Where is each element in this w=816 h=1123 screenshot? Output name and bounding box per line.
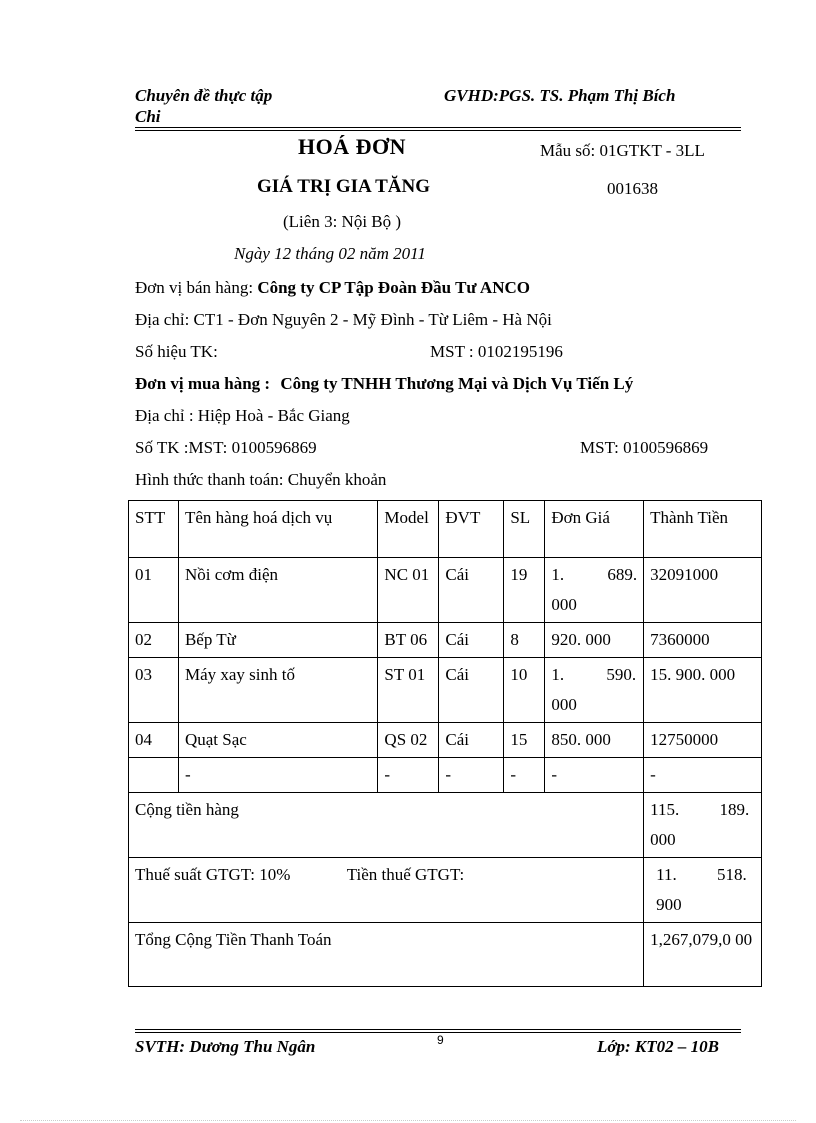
vat-row xyxy=(129,858,762,923)
page-edge-separator xyxy=(20,1120,796,1121)
vat-value: 11. 518. 900 xyxy=(644,858,762,923)
header-cell: STT xyxy=(129,501,179,558)
buyer-account: Số TK :MST: 0100596869 xyxy=(135,438,317,457)
cell-amount: 12750000 xyxy=(644,723,762,758)
seller-line xyxy=(135,278,530,298)
cell-stt: 01 xyxy=(129,558,179,623)
cell-stt: 04 xyxy=(129,723,179,758)
cell-qty: 10 xyxy=(504,658,545,723)
header-advisor: GVHD:PGS. TS. Phạm Thị Bích xyxy=(444,86,676,105)
header-cell: SL xyxy=(504,501,545,558)
cell-model: BT 06 xyxy=(378,623,439,658)
table-row xyxy=(129,658,762,723)
cell-stt: 03 xyxy=(129,658,179,723)
header-topic-continued: Chi xyxy=(135,107,161,126)
table-row xyxy=(129,558,762,623)
cell-unit: Cái xyxy=(439,723,504,758)
subtotal-row xyxy=(129,793,762,858)
seller-label: Đơn vị bán hàng: xyxy=(135,278,254,297)
cell-unit: - xyxy=(439,758,504,793)
footer-student: SVTH: Dương Thu Ngân xyxy=(135,1037,316,1056)
page-number: 9 xyxy=(437,1033,444,1047)
total-label: Tổng Cộng Tiền Thanh Toán xyxy=(129,923,644,987)
table-header-row xyxy=(129,501,762,558)
cell-item: Quạt Sạc xyxy=(178,723,377,758)
buyer-tax-code: MST: 0100596869 xyxy=(580,438,709,457)
cell-qty: - xyxy=(504,758,545,793)
vat-rate-label: Thuế suất GTGT: 10% xyxy=(135,865,291,884)
invoice-serial: 001638 xyxy=(607,179,658,198)
cell-stt: 02 xyxy=(129,623,179,658)
total-row xyxy=(129,923,762,987)
footer-rule-top xyxy=(135,1029,741,1030)
cell-model: QS 02 xyxy=(378,723,439,758)
total-value: 1,267,079,0 00 xyxy=(644,923,762,987)
form-number: Mẫu số: 01GTKT - 3LL xyxy=(540,141,705,160)
cell-amount: 7360000 xyxy=(644,623,762,658)
cell-price: - xyxy=(545,758,644,793)
seller-name: Công ty CP Tập Đoàn Đầu Tư ANCO xyxy=(257,278,530,297)
buyer-line xyxy=(135,374,633,394)
cell-stt xyxy=(129,758,179,793)
cell-price: 850. 000 xyxy=(545,723,644,758)
cell-unit: Cái xyxy=(439,558,504,623)
subtotal-label: Cộng tiền hàng xyxy=(129,793,644,858)
invoice-date: Ngày 12 tháng 02 năm 2011 xyxy=(234,244,426,263)
header-cell: Thành Tiền xyxy=(644,501,762,558)
vat-amount-label: Tiền thuế GTGT: xyxy=(346,865,465,884)
cell-qty: 19 xyxy=(504,558,545,623)
cell-item: - xyxy=(178,758,377,793)
invoice-subtitle: GIÁ TRỊ GIA TĂNG xyxy=(257,176,430,197)
cell-item: Nồi cơm điện xyxy=(178,558,377,623)
header-cell: Tên hàng hoá dịch vụ xyxy=(178,501,377,558)
invoice-table xyxy=(128,500,762,987)
header-rule-bottom xyxy=(135,130,741,131)
header-rule-top xyxy=(135,127,741,128)
buyer-name: Công ty TNHH Thương Mại và Dịch Vụ Tiến Lý xyxy=(280,374,634,393)
payment-method: Hình thức thanh toán: Chuyển khoản xyxy=(135,470,387,489)
cell-item: Máy xay sinh tố xyxy=(178,658,377,723)
cell-model: - xyxy=(378,758,439,793)
table-row xyxy=(129,758,762,793)
footer-class: Lớp: KT02 – 10B xyxy=(597,1037,719,1056)
cell-model: ST 01 xyxy=(378,658,439,723)
header-topic: Chuyên đề thực tập xyxy=(135,86,273,105)
seller-tax-code: MST : 0102195196 xyxy=(430,342,563,361)
cell-item: Bếp Từ xyxy=(178,623,377,658)
header-cell: Model xyxy=(378,501,439,558)
invoice-copy: (Liên 3: Nội Bộ ) xyxy=(283,212,402,231)
cell-amount: 32091000 xyxy=(644,558,762,623)
header-cell: ĐVT xyxy=(439,501,504,558)
subtotal-value: 115. 189. 000 xyxy=(644,793,762,858)
header-cell: Đơn Giá xyxy=(545,501,644,558)
vat-cell xyxy=(129,858,644,923)
cell-unit: Cái xyxy=(439,658,504,723)
table-row xyxy=(129,723,762,758)
invoice-title: HOÁ ĐƠN xyxy=(298,134,406,159)
cell-qty: 15 xyxy=(504,723,545,758)
cell-amount: - xyxy=(644,758,762,793)
buyer-label: Đơn vị mua hàng : xyxy=(135,374,271,393)
buyer-address: Địa chỉ : Hiệp Hoà - Bắc Giang xyxy=(135,406,350,425)
cell-model: NC 01 xyxy=(378,558,439,623)
cell-qty: 8 xyxy=(504,623,545,658)
seller-address: Địa chỉ: CT1 - Đơn Nguyên 2 - Mỹ Đình - Từ Liêm - Hà Nội xyxy=(135,310,552,329)
table-row xyxy=(129,623,762,658)
cell-amount: 15. 900. 000 xyxy=(644,658,762,723)
cell-price: 1. 689. 000 xyxy=(545,558,644,623)
seller-account-label: Số hiệu TK: xyxy=(135,342,218,361)
cell-price: 920. 000 xyxy=(545,623,644,658)
cell-unit: Cái xyxy=(439,623,504,658)
cell-price: 1. 590. 000 xyxy=(545,658,644,723)
